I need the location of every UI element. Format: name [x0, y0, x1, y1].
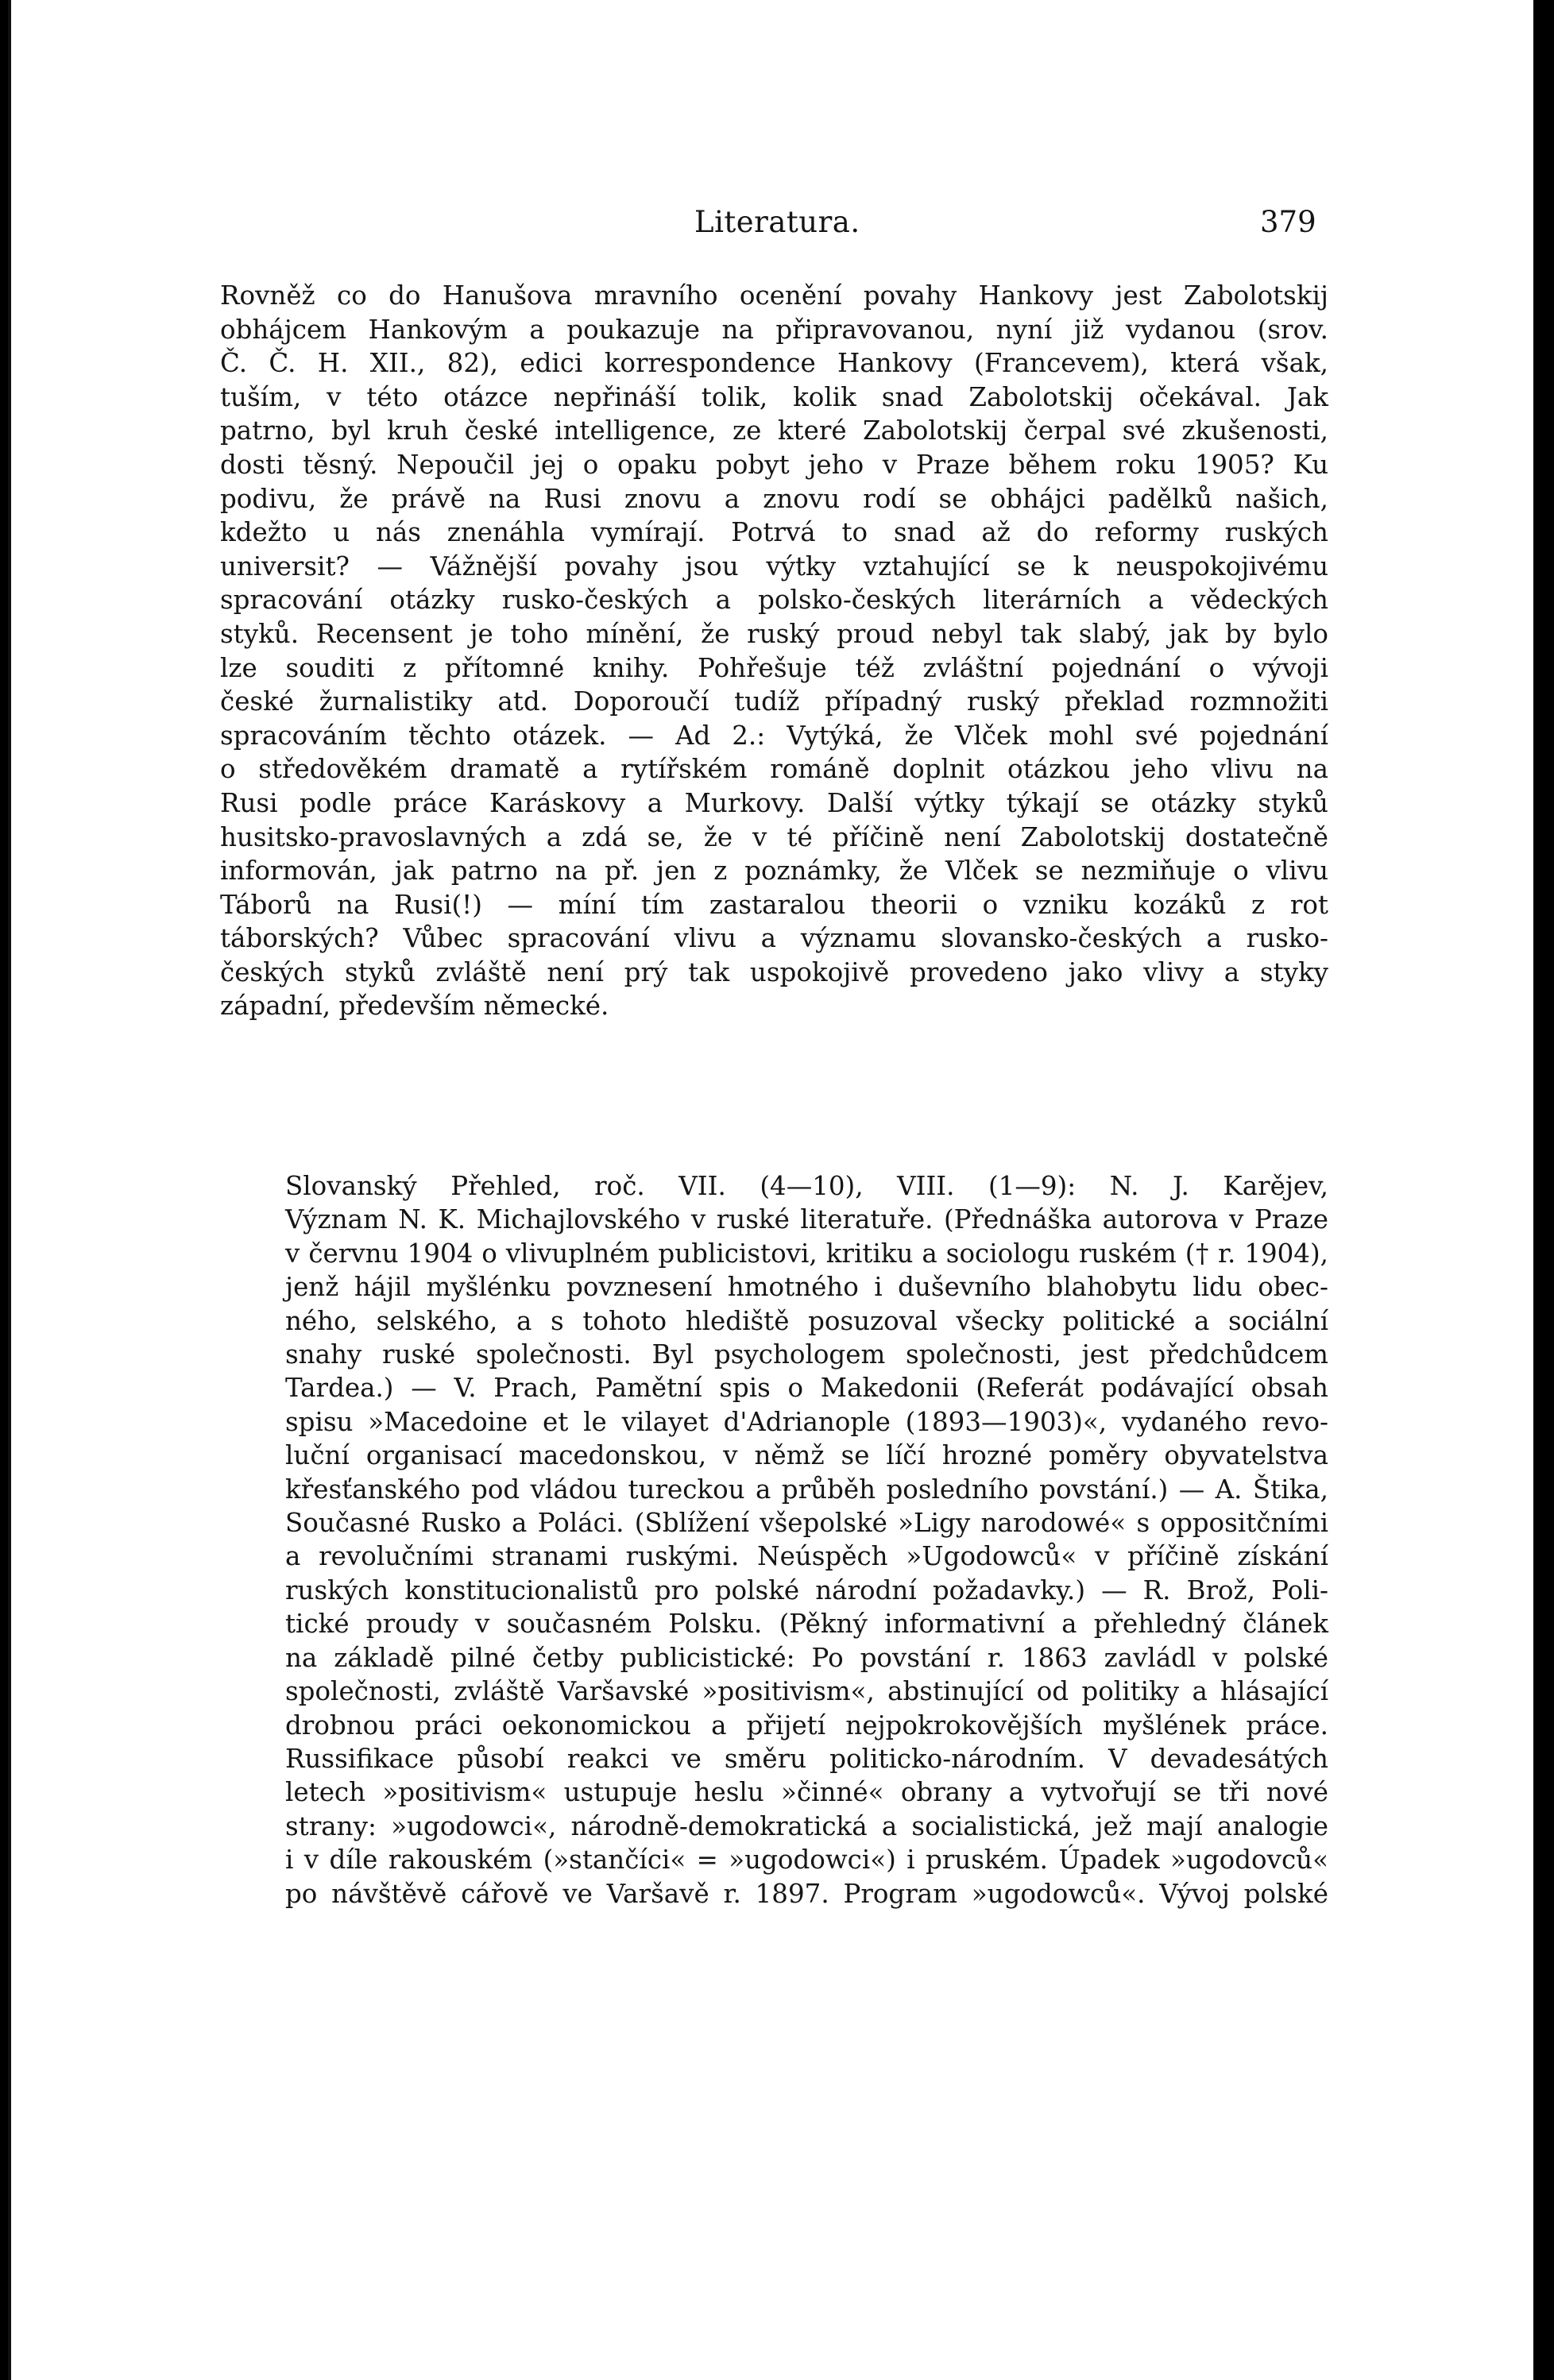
text-line: tuším, v této otázce nepřináší tolik, kolik snad Zabolotskij očekával. Jak — [220, 381, 1328, 412]
text-line: spracování otázky rusko-českých a polsko-českých literárních a vědeckých — [220, 585, 1328, 616]
text-line: patrno, byl kruh české intelligence, ze které Zabolotskij čerpal své zkušenosti, — [220, 415, 1328, 446]
text-line: společnosti, zvláště Varšavské »positivism«, abstinující od politiky a hlásající — [285, 1676, 1328, 1707]
text-line: o středověkém dramatě a rytířském románě doplnit otázkou jeho vlivu na — [220, 754, 1328, 785]
text-line: na základě pilné četby publicistické: Po povstání r. 1863 zavládl v polské — [285, 1642, 1328, 1673]
text-line: Současné Rusko a Poláci. (Sblížení všepolské »Ligy narodowé« s oppositčními — [285, 1508, 1328, 1539]
text-line: luční organisací macedonskou, v němž se líčí hrozné poměry obyvatelstva — [285, 1440, 1328, 1471]
text-line: křesťanského pod vládou tureckou a průběh posledního povstání.) — A. Štika, — [285, 1474, 1328, 1505]
text-line: lze souditi z přítomné knihy. Pohřešuje též zvláštní pojednání o vývoji — [220, 652, 1328, 683]
review-paragraph — [220, 1169, 1328, 1911]
text-line: informován, jak patrno na př. jen z poznámky, že Vlček se nezmiňuje o vlivu — [220, 856, 1328, 887]
running-title: Literatura. — [694, 205, 860, 239]
text-line: západní, především německé. — [220, 991, 609, 1022]
text-line: Rusi podle práce Karáskovy a Murkovy. Další výtky týkají se otázky styků — [220, 787, 1328, 818]
text-line: ruských konstitucionalistů pro polské národní požadavky.) — R. Brož, Poli- — [285, 1574, 1328, 1605]
text-line: a revolučními stranami ruskými. Neúspěch »Ugodowců« v příčině získání — [285, 1541, 1328, 1572]
text-line: dosti těsný. Nepoučil jej o opaku pobyt jeho v Praze během roku 1905? Ku — [220, 449, 1328, 480]
text-line: strany: »ugodowci«, národně-demokratická a socialistická, jež mají analogie — [285, 1810, 1328, 1841]
text-line: Russifikace působí reakci ve směru politicko-národním. V devadesátých — [285, 1743, 1328, 1774]
text-line: české žurnalistiky atd. Doporoučí tudíž případný ruský překlad rozmnožiti — [220, 686, 1328, 717]
text-line: v červnu 1904 o vlivuplném publicistovi, kritiku a sociologu ruském († r. 1904), — [285, 1238, 1328, 1269]
text-line: obhájcem Hankovým a poukazuje na připravovanou, nyní již vydanou (srov. — [220, 314, 1328, 345]
text-line: jenž hájil myšlénku povznesení hmotného i duševního blahobytu lidu obec- — [285, 1272, 1328, 1303]
text-line: tické proudy v současném Polsku. (Pěkný informativní a přehledný článek — [285, 1609, 1328, 1640]
text-line: drobnou práci oekonomickou a přijetí nejpokrokovějších myšlének práce. — [285, 1710, 1328, 1741]
page-number: 379 — [1260, 205, 1316, 239]
text-line: českých styků zvláště není prý tak uspokojivě provedeno jako vlivy a styky — [220, 956, 1328, 987]
page-header — [11, 205, 1537, 245]
text-line: podivu, že právě na Rusi znovu a znovu rodí se obhájci padělků našich, — [220, 483, 1328, 514]
text-line: Slovanský Přehled, roč. VII. (4—10), VIII. (1—9): N. J. Karějev, — [285, 1171, 1328, 1201]
text-line: Rovněž co do Hanušova mravního ocenění povahy Hankovy jest Zabolotskij — [220, 280, 1328, 311]
text-line: letech »positivism« ustupuje heslu »činné« obrany a vytvořují se tři nové — [285, 1777, 1328, 1808]
text-line: spracováním těchto otázek. — Ad 2.: Vytýká, že Vlček mohl své pojednání — [220, 720, 1328, 751]
text-line: styků. Recensent je toho mínění, že ruský proud nebyl tak slabý, jak by bylo — [220, 618, 1328, 649]
text-line: Táborů na Rusi(!) — míní tím zastaralou theorii o vzniku kozáků z rot — [220, 889, 1328, 920]
text-line: spisu »Macedoine et le vilayet d'Adrianople (1893—1903)«, vydaného revo- — [285, 1406, 1328, 1437]
text-line: po návštěvě cářově ve Varšavě r. 1897. Program »ugodowců«. Vývoj polské — [285, 1878, 1328, 1909]
text-line: i v díle rakouském (»stančíci« = »ugodowci«) i pruském. Úpadek »ugodovců« — [285, 1845, 1328, 1876]
book-page — [8, 0, 1533, 2380]
text-line: snahy ruské společnosti. Byl psychologem společnosti, jest předchůdcem — [285, 1339, 1328, 1370]
text-line: husitsko-pravoslavných a zdá se, že v té příčině není Zabolotskij dostatečně — [220, 821, 1328, 852]
text-line: Č. Č. H. XII., 82), edici korrespondence Hankovy (Francevem), která však, — [220, 348, 1328, 379]
text-line: Tardea.) — V. Prach, Pamětní spis o Makedonii (Referát podávající obsah — [285, 1373, 1328, 1404]
text-line: Význam N. K. Michajlovského v ruské literatuře. (Přednáška autorova v Praze — [285, 1204, 1328, 1235]
paragraph-continuation — [220, 279, 1328, 1023]
text-line: ného, selského, a s tohoto hlediště posuzoval všecky politické a sociální — [285, 1305, 1328, 1336]
text-line: kdežto u nás znenáhla vymírají. Potrvá to snad až do reformy ruských — [220, 517, 1328, 548]
text-line: universit? — Vážnější povahy jsou výtky vztahující se k neuspokojivému — [220, 551, 1328, 581]
text-line: táborských? Vůbec spracování vlivu a významu slovansko-českých a rusko- — [220, 923, 1328, 954]
